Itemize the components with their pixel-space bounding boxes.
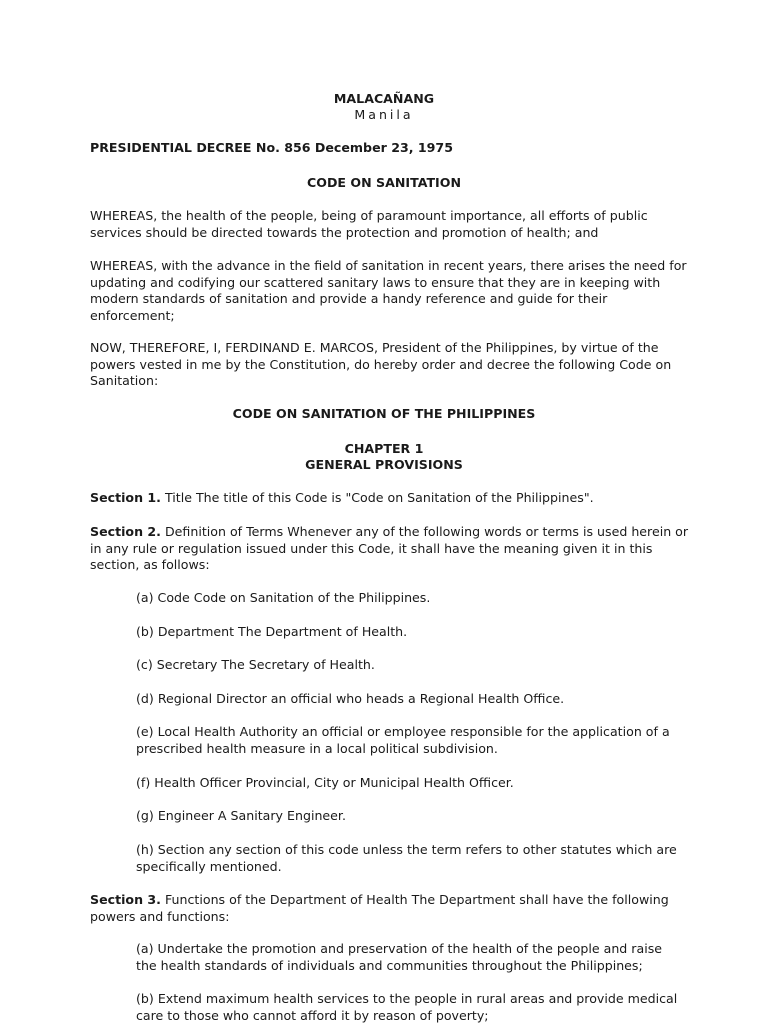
- city-subheading: Manila: [354, 107, 414, 122]
- decree-number: PRESIDENTIAL DECREE No. 856 December 23, 1975: [90, 140, 453, 155]
- definition-item: (e) Local Health Authority an official or employee responsible for the application of a prescribed health measure in a local political subdivision.: [136, 724, 670, 756]
- section-3-label: Section 3.: [90, 892, 161, 907]
- section-1-label: Section 1.: [90, 490, 161, 505]
- preamble-whereas-1: WHEREAS, the health of the people, being of paramount importance, all efforts of public services should be directed towards the protection and promotion of health; and: [90, 208, 648, 240]
- section-2-label: Section 2.: [90, 524, 161, 539]
- function-item: (a) Undertake the promotion and preservation of the health of the people and raise the health standards of individuals and communities throughout the Philippines;: [136, 941, 662, 973]
- section-3-text: Functions of the Department of Health The Department shall have the following powers and functions:: [90, 892, 669, 924]
- definition-item: (b) Department The Department of Health.: [136, 624, 408, 639]
- section-2: [90, 524, 690, 574]
- section-3: [90, 892, 690, 925]
- section-1-text: Title The title of this Code is "Code on Sanitation of the Philippines".: [164, 490, 594, 505]
- definition-item: (d) Regional Director an official who heads a Regional Health Office.: [136, 691, 565, 706]
- code-heading: CODE ON SANITATION OF THE PHILIPPINES: [232, 406, 536, 421]
- definition-item: (h) Section any section of this code unless the term refers to other statutes which are specifically mentioned.: [136, 842, 677, 874]
- definition-item: (a) Code Code on Sanitation of the Philippines.: [136, 590, 431, 605]
- section-1: [90, 490, 690, 507]
- preamble-whereas-2: WHEREAS, with the advance in the field of sanitation in recent years, there arises the need for updating and codifying our scattered sanitary laws to ensure that they are in keeping with modern standards of sanitation and provide a handy reference and guide for their enforcement;: [90, 258, 687, 323]
- code-title: CODE ON SANITATION: [307, 175, 461, 190]
- chapter-title: GENERAL PROVISIONS: [305, 457, 463, 472]
- definition-item: (f) Health Officer Provincial, City or Municipal Health Officer.: [136, 775, 514, 790]
- section-2-text: Definition of Terms Whenever any of the following words or terms is used herein or in any rule or regulation issued under this Code, it shall have the meaning given it in this section, as follows:: [90, 524, 689, 572]
- preamble-now-therefore: NOW, THEREFORE, I, FERDINAND E. MARCOS, President of the Philippines, by virtue of the powers vested in me by the Constitution, do hereby order and decree the following Code on Sanitation:: [90, 340, 672, 388]
- chapter-number: CHAPTER 1: [344, 441, 424, 456]
- definition-item: (g) Engineer A Sanitary Engineer.: [136, 808, 346, 823]
- function-item: (b) Extend maximum health services to the people in rural areas and provide medical care to those who cannot afford it by reason of poverty;: [136, 991, 678, 1023]
- definition-item: (c) Secretary The Secretary of Health.: [136, 657, 375, 672]
- issuer-heading: MALACAÑANG: [333, 91, 435, 106]
